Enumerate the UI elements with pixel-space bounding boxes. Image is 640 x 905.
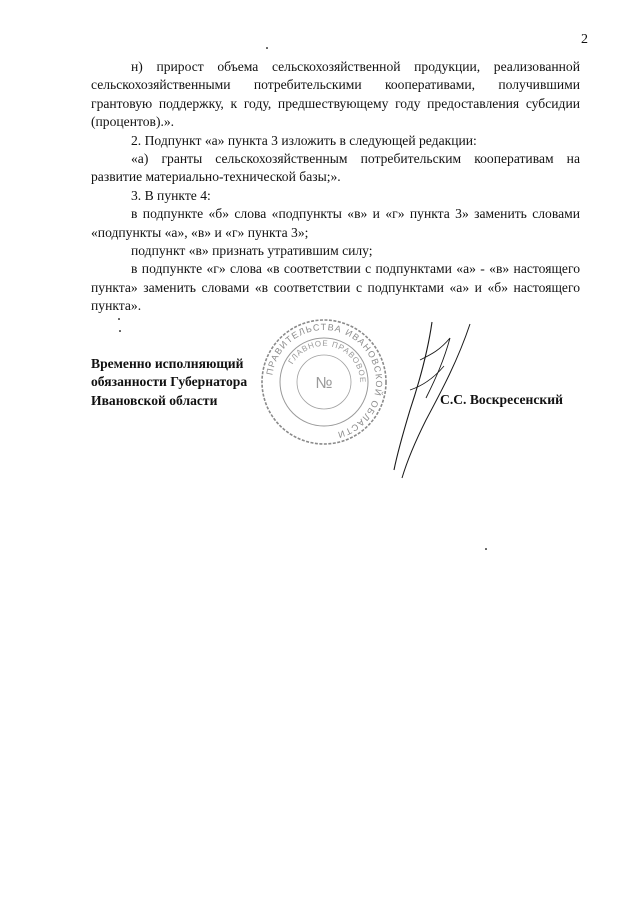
signatory-name: С.С. Воскресенский — [440, 392, 563, 407]
scan-speck — [485, 548, 487, 550]
seal-inner-text: ГЛАВНОЕ ПРАВОВОЕ — [286, 338, 368, 384]
official-seal-stamp — [258, 316, 390, 448]
position-line: Временно исполняющий — [91, 356, 244, 371]
paragraph-n-growth: н) прирост объема сельскохозяйственной продукции, реализованной сельскохозяйственными потребительскими кооперативами, получившими грантовую поддержку, к году, предшествующему году предоставления субсидии (процентов).». — [91, 59, 580, 130]
paragraph-subitem-b: в подпункте «б» слова «подпункты «в» и «г» пункта 3» заменить словами «подпункты «а», «в» и «г» пункта 3»; — [91, 206, 580, 240]
seal-outer-text: ПРАВИТЕЛЬСТВА ИВАНОВСКОЙ ОБЛАСТИ — [264, 321, 385, 441]
signatory-position — [91, 355, 247, 410]
seal-center-text: № — [315, 375, 333, 392]
scan-speck — [119, 330, 121, 332]
document-body — [91, 58, 580, 316]
position-line: Ивановской области — [91, 392, 218, 408]
paragraph-grants: «а) гранты сельскохозяйственным потребительским кооперативам на развитие материально-технической базы;». — [91, 151, 580, 185]
scan-speck — [266, 47, 268, 49]
paragraph-item-2: 2. Подпункт «а» пункта 3 изложить в следующей редакции: — [131, 132, 477, 148]
scan-speck — [118, 318, 120, 320]
paragraph-subitem-g: в подпункте «г» слова «в соответствии с подпунктами «а» - «в» настоящего пункта» заменить словами «в соответствии с подпунктами «а» и «б» настоящего пункта». — [91, 261, 580, 314]
paragraph-item-3: 3. В пункте 4: — [131, 187, 211, 203]
paragraph-subitem-v: подпункт «в» признать утратившим силу; — [131, 243, 373, 259]
position-line: обязанности Губернатора — [91, 374, 248, 390]
page-number: 2 — [581, 32, 588, 47]
